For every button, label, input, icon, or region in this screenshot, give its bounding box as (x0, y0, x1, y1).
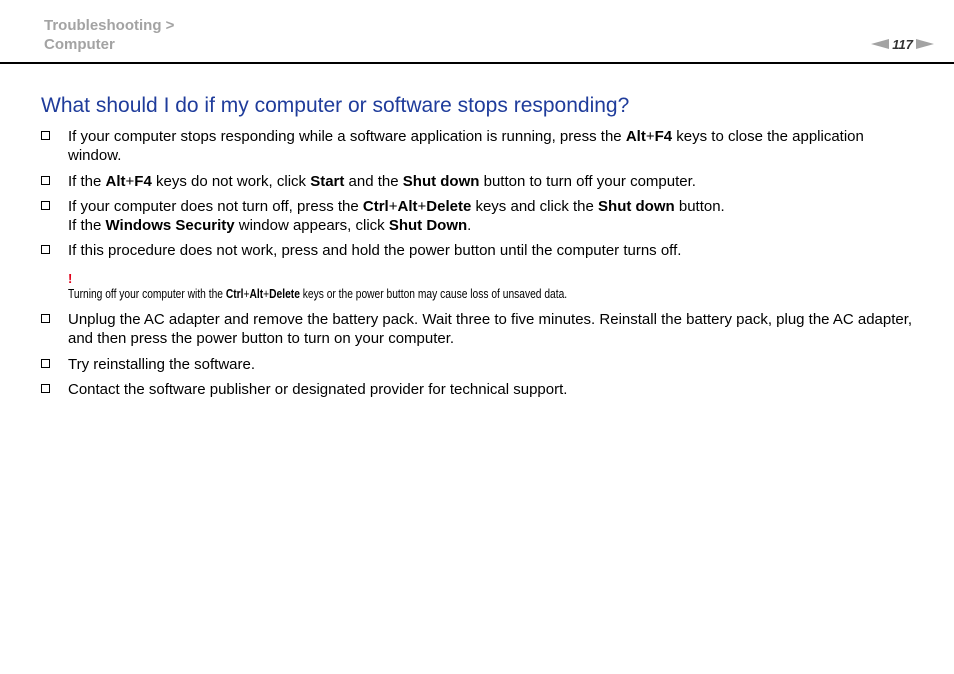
previous-page-arrow-icon[interactable] (871, 39, 889, 49)
breadcrumb-current[interactable]: Computer (44, 36, 115, 53)
list-item (41, 197, 921, 235)
list-item-text: Contact the software publisher or designated provider for technical support. (68, 381, 568, 398)
checkbox-bullet-icon (41, 314, 50, 323)
checkbox-bullet-icon (41, 176, 50, 185)
header-divider (0, 62, 954, 64)
list-item-text: If your computer stops responding while a software application is running, press the Alt+F4 keys to close the application window. (68, 128, 864, 164)
list-item (41, 172, 921, 191)
list-item (41, 355, 921, 374)
warning-icon: ! (68, 271, 73, 286)
list-item (41, 241, 921, 260)
list-item (41, 380, 921, 399)
next-page-arrow-icon[interactable] (916, 39, 934, 49)
warning-text: Turning off your computer with the Ctrl+Alt+Delete keys or the power button may cause loss of unsaved data. (68, 287, 568, 301)
list-item (41, 127, 921, 165)
page-navigator (871, 36, 934, 52)
list-item-text: Unplug the AC adapter and remove the battery pack. Wait three to five minutes. Reinstall the battery pack, plug the AC adapter, and then press the power button to turn on your computer. (68, 311, 913, 347)
warning-note (68, 272, 928, 302)
list-item-text: If your computer does not turn off, press the Ctrl+Alt+Delete keys and click the Shut down button. If the Windows Security window appears, click Shut Down. (68, 198, 725, 234)
list-item-text: If the Alt+F4 keys do not work, click Start and the Shut down button to turn off your computer. (68, 173, 696, 190)
breadcrumb-section[interactable]: Troubleshooting > (44, 17, 175, 34)
list-item (41, 310, 921, 348)
breadcrumb (44, 16, 174, 54)
page-title: What should I do if my computer or software stops responding? (41, 94, 630, 117)
list-item-text: If this procedure does not work, press and hold the power button until the computer turns off. (68, 242, 682, 259)
checkbox-bullet-icon (41, 201, 50, 210)
checkbox-bullet-icon (41, 359, 50, 368)
page-number: 117 (892, 36, 913, 52)
list-item-text: Try reinstalling the software. (68, 356, 256, 373)
checkbox-bullet-icon (41, 384, 50, 393)
checkbox-bullet-icon (41, 131, 50, 140)
checkbox-bullet-icon (41, 245, 50, 254)
